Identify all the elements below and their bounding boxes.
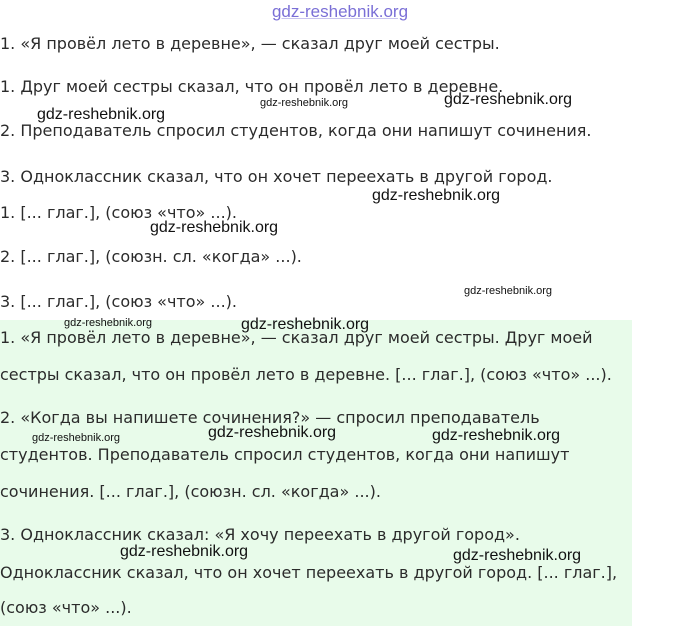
exercise-line-3: 2. Преподаватель спросил студентов, когда они напишут сочинения.: [0, 121, 592, 140]
site-header-link[interactable]: gdz-reshebnik.org: [271, 2, 409, 21]
answer-line-7: Одноклассник сказал, что он хочет переехать в другой город. [... глаг.],: [0, 563, 618, 582]
answer-line-4: студентов. Преподаватель спросил студентов, когда они напишут: [0, 445, 570, 464]
answer-line-3: 2. «Когда вы напишете сочинения?» — спросил преподаватель: [0, 408, 540, 427]
scheme-line-2: 2. [... глаг.], (союзн. сл. «когда» ...).: [0, 247, 302, 266]
watermark: gdz-reshebnik.org: [372, 187, 501, 204]
watermark: gdz-reshebnik.org: [453, 547, 582, 564]
scheme-line-1: 1. [... глаг.], (союз «что» ...).: [0, 203, 237, 222]
exercise-line-4: 3. Одноклассник сказал, что он хочет переехать в другой город.: [0, 167, 553, 186]
exercise-line-2: 1. Друг моей сестры сказал, что он провёл лето в деревне.: [0, 77, 504, 96]
watermark: gdz-reshebnik.org: [120, 543, 249, 560]
watermark: gdz-reshebnik.org: [432, 427, 561, 444]
watermark: gdz-reshebnik.org: [37, 106, 166, 123]
answer-line-5: сочинения. [... глаг.], (союзн. сл. «когда» ...).: [0, 482, 381, 501]
watermark: gdz-reshebnik.org: [241, 316, 370, 333]
scheme-line-3: 3. [... глаг.], (союз «что» ...).: [0, 292, 237, 311]
watermark: gdz-reshebnik.org: [32, 432, 121, 444]
watermark: gdz-reshebnik.org: [208, 424, 337, 441]
watermark: gdz-reshebnik.org: [64, 317, 153, 329]
watermark: gdz-reshebnik.org: [464, 285, 553, 297]
watermark: gdz-reshebnik.org: [260, 97, 349, 109]
watermark: gdz-reshebnik.org: [444, 91, 573, 108]
answer-line-8: (союз «что» ...).: [0, 598, 132, 617]
exercise-line-1: 1. «Я провёл лето в деревне», — сказал друг моей сестры.: [0, 34, 500, 53]
answer-line-1: 1. «Я провёл лето в деревне», — сказал друг моей сестры. Друг моей: [0, 328, 593, 347]
answer-line-2: сестры сказал, что он провёл лето в деревне. [... глаг.], (союз «что» ...).: [0, 365, 612, 384]
answer-line-6: 3. Одноклассник сказал: «Я хочу переехать в другой город».: [0, 525, 520, 544]
watermark: gdz-reshebnik.org: [150, 219, 279, 236]
